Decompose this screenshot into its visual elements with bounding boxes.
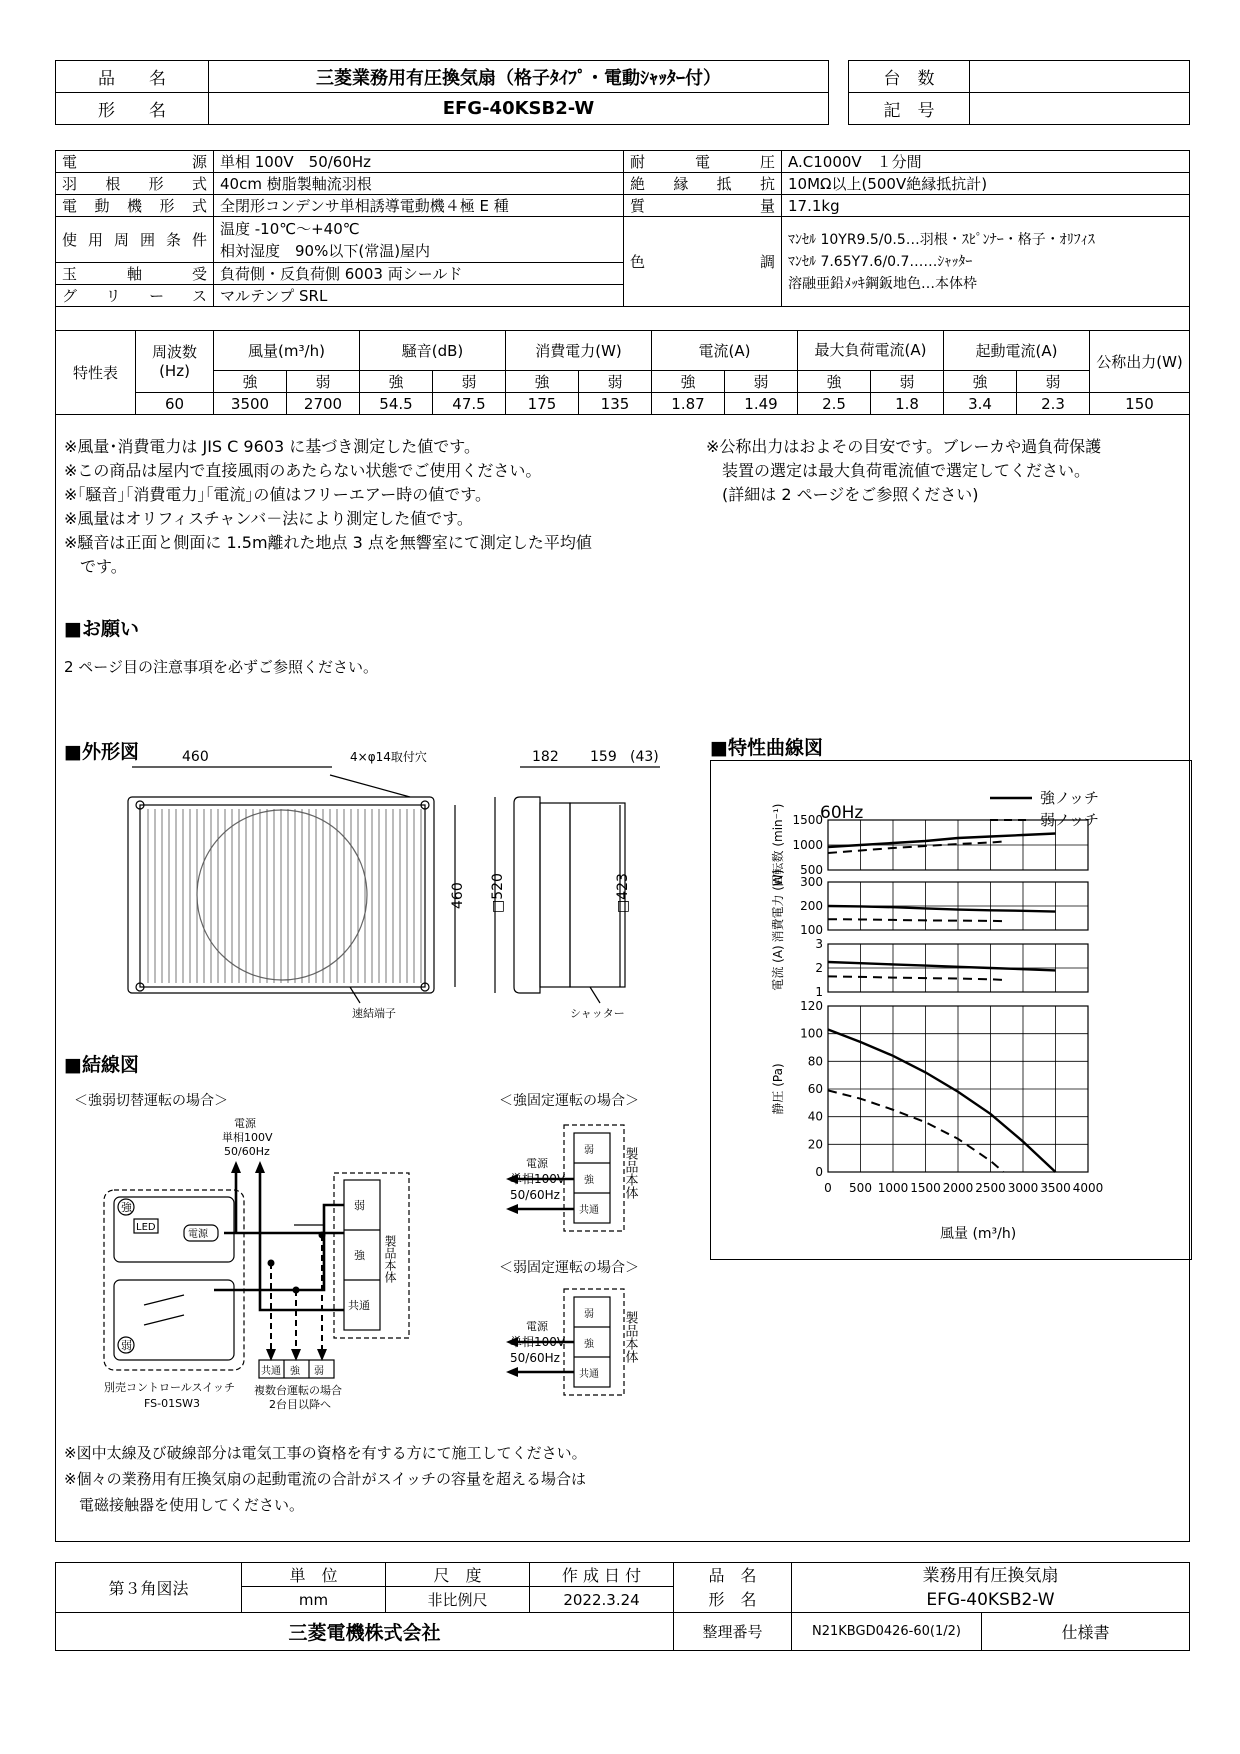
- perf-value: 54.5: [360, 393, 433, 415]
- perf-strong: 強: [652, 371, 725, 393]
- spec-motor-label: 電動機形式: [56, 195, 214, 217]
- y-tick-label: 100: [800, 923, 823, 937]
- wiring-notes: [64, 1440, 724, 1518]
- multi-note-2: 2台目以降へ: [269, 1398, 331, 1411]
- x-tick-label: 3500: [1040, 1181, 1071, 1195]
- perf-noise-header: 騒音(dB): [360, 331, 506, 371]
- perf-value: 135: [579, 393, 652, 415]
- spec-mass-value: 17.1kg: [782, 195, 1190, 217]
- note-line: (詳細は 2 ページをご参照ください): [706, 485, 979, 504]
- wiring-note-line: 電磁接触器を使用してください。: [64, 1496, 305, 1514]
- footer-model-value: EFG-40KSB2-W: [926, 1589, 1055, 1610]
- wiring-note-line: ※個々の業務用有圧換気扇の起動電流の合計がスイッチの容量を超える場合は: [64, 1470, 586, 1488]
- switch-strong-label: 強: [121, 1201, 132, 1214]
- footer-projection: 第３角図法: [56, 1563, 242, 1613]
- y-tick-label: 20: [807, 1137, 823, 1152]
- terminal-strong: 強: [354, 1249, 365, 1262]
- switch-upper: [114, 1197, 234, 1262]
- notes-left: [64, 435, 704, 579]
- spec-color-2: ﾏﾝｾﾙ 7.65Y7.6/0.7……ｼｬｯﾀｰ: [788, 253, 973, 270]
- outline-drawing: [100, 745, 660, 1025]
- perf-weak: 弱: [1017, 371, 1090, 393]
- dim-159: 159: [590, 749, 617, 765]
- weak-block-strong: 強: [584, 1339, 594, 1350]
- strong-fixed-power-1: 電源: [526, 1157, 548, 1170]
- perf-weak: 弱: [871, 371, 944, 393]
- x-tick-label: 500: [849, 1181, 872, 1195]
- characteristics-chart: [710, 760, 1190, 1258]
- switch-lower: [114, 1280, 234, 1360]
- perf-table: [55, 330, 1190, 415]
- spec-insulation-value: 10MΩ以上(500V絶縁抵抗計): [782, 173, 1190, 195]
- footer-doc-label: 整理番号: [674, 1613, 792, 1651]
- dim-43: (43): [630, 749, 659, 765]
- note-line: ※風量はオリフィスチャンバ－法により測定した値です。: [64, 509, 473, 528]
- perf-weak: 弱: [287, 371, 360, 393]
- series-weak-line: [828, 1090, 1004, 1172]
- perf-power-header: 消費電力(W): [506, 331, 652, 371]
- perf-rated-header: 公称出力(W): [1090, 331, 1190, 393]
- perf-strong: 強: [214, 371, 287, 393]
- perf-airflow-header: 風量(m³/h): [214, 331, 360, 371]
- y-tick-label: 40: [807, 1109, 823, 1124]
- spec-table: [55, 150, 1190, 307]
- y-tick-label: 80: [807, 1054, 823, 1069]
- perf-freq-header: 周波数(Hz): [136, 331, 214, 393]
- spec-grease-value: マルテンプ SRL: [214, 285, 624, 307]
- notes-right: [706, 435, 1186, 507]
- y-tick-label: 1: [815, 985, 823, 999]
- multi-strong: 強: [290, 1366, 300, 1377]
- note-line: ※この商品は屋内で直接風雨のあたらない状態でご使用ください。: [64, 461, 542, 480]
- x-tick-label: 2000: [942, 1181, 974, 1195]
- wiring-power-label: 電源: [234, 1117, 256, 1130]
- leader-line: [590, 987, 600, 1003]
- note-line: ※公称出力はおよその目安です。ブレーカや過負荷保護: [706, 437, 1102, 456]
- y-tick-label: 1000: [792, 838, 823, 852]
- spec-blade-label: 羽根形式: [56, 173, 214, 195]
- dim-182: 182: [532, 749, 559, 765]
- weak-body-label: 製品本体: [622, 1311, 638, 1363]
- perf-value: 2.3: [1017, 393, 1090, 415]
- footer-doc-value: N21KBGD0426-60(1/2): [792, 1613, 982, 1651]
- y-axis-label: 静圧 (Pa): [771, 1063, 785, 1115]
- perf-start-header: 起動電流(A): [944, 331, 1090, 371]
- perf-current-header: 電流(A): [652, 331, 798, 371]
- x-tick-label: 0: [824, 1181, 832, 1195]
- perf-weak: 弱: [579, 371, 652, 393]
- product-name-label: 品 名: [56, 61, 209, 93]
- dim-423: □423: [615, 873, 631, 913]
- note-line: 装置の選定は最大負荷電流値で選定してください。: [706, 461, 1091, 480]
- perf-value: 2700: [287, 393, 360, 415]
- spec-power-label: 電源: [56, 151, 214, 173]
- spec-withstand-value: A.C1000V １分間: [782, 151, 1190, 173]
- side-flange: [514, 797, 540, 993]
- spec-color-label: 色調: [624, 217, 782, 307]
- wiring-power-voltage: 単相100V: [222, 1131, 273, 1144]
- x-tick-label: 4000: [1072, 1181, 1104, 1195]
- perf-value: 1.8: [871, 393, 944, 415]
- footer-unit-value: mm: [242, 1587, 386, 1613]
- perf-strong: 強: [944, 371, 1017, 393]
- wiring-diagram: [64, 1085, 704, 1435]
- spec-bearing-value: 負荷側・反負荷側 6003 両シールド: [214, 263, 624, 285]
- perf-weak: 弱: [725, 371, 798, 393]
- spec-withstand-label: 耐電圧: [624, 151, 782, 173]
- spec-grease-label: グリース: [56, 285, 214, 307]
- shutter-label: シャッター: [570, 1007, 625, 1020]
- series-strong-line: [828, 906, 1056, 912]
- spec-env-label: 使用周囲条件: [56, 217, 214, 263]
- series-weak-line: [828, 919, 1004, 921]
- perf-value: 47.5: [433, 393, 506, 415]
- request-title: ■お願い: [64, 618, 139, 640]
- perf-value: 2.5: [798, 393, 871, 415]
- model-label: 形 名: [56, 93, 209, 125]
- y-axis-label: 回転数 (min⁻¹): [771, 803, 785, 887]
- mark-value: [970, 93, 1190, 125]
- strong-fixed-power-2: 単相100V: [510, 1172, 566, 1186]
- note-line: ※｢騒音｣｢消費電力｣｢電流｣の値はフリーエアー時の値です。: [64, 485, 492, 504]
- perf-strong: 強: [506, 371, 579, 393]
- weak-block-common: 共通: [579, 1369, 599, 1380]
- footer-name-label: 品 名: [708, 1565, 757, 1585]
- header-right-table: [848, 60, 1190, 125]
- multi-unit-wires: [271, 1235, 322, 1357]
- perf-row-label: 特性表: [56, 331, 136, 415]
- perf-value: 3500: [214, 393, 287, 415]
- footer-name-value: 業務用有圧換気扇: [922, 1565, 1059, 1586]
- footer-table: [55, 1562, 1190, 1651]
- series-weak-line: [828, 976, 1004, 980]
- series-strong-line: [828, 1030, 1056, 1172]
- terminal-weak: 弱: [354, 1199, 365, 1212]
- terminal-common: 共通: [348, 1299, 370, 1312]
- note-line: ※風量･消費電力は JIS C 9603 に基づき測定した値です。: [64, 437, 480, 456]
- spec-blade-value: 40cm 樹脂製軸流羽根: [214, 173, 624, 195]
- side-body: [540, 803, 570, 987]
- y-axis-label: 電流 (A): [771, 945, 785, 991]
- multi-note-1: 複数台運転の場合: [254, 1384, 342, 1397]
- y-tick-label: 0: [815, 1165, 823, 1179]
- led-label: LED: [136, 1222, 156, 1233]
- qty-label: 台 数: [849, 61, 970, 93]
- y-tick-label: 500: [800, 863, 823, 877]
- leader-line: [330, 775, 410, 797]
- wiring-note-line: ※図中太線及び破線部分は電気工事の資格を有する方にて施工してください。: [64, 1444, 587, 1462]
- strong-body-label: 製品本体: [622, 1147, 638, 1199]
- chart-freq-label: 60Hz: [820, 803, 864, 823]
- dim-520: □520: [490, 873, 506, 913]
- footer-date-label: 作 成 日 付: [530, 1563, 674, 1587]
- weak-block-weak: 弱: [584, 1309, 594, 1320]
- footer-doc-type: 仕様書: [982, 1613, 1190, 1651]
- product-body-label: 製品本体: [383, 1235, 397, 1283]
- perf-weak: 弱: [433, 371, 506, 393]
- footer-scale-value: 非比例尺: [386, 1587, 530, 1613]
- request-text: 2 ページ目の注意事項を必ずご参照ください。: [64, 658, 379, 676]
- multi-common: 共通: [261, 1366, 281, 1377]
- legend-strong: 強ノッチ: [1040, 789, 1099, 807]
- weak-fixed-power-2: 単相100V: [510, 1335, 566, 1349]
- perf-value: 1.49: [725, 393, 798, 415]
- strong-fixed-power-3: 50/60Hz: [510, 1188, 560, 1202]
- perf-value: 60: [136, 393, 214, 415]
- header-left-table: [55, 60, 829, 125]
- perf-value: 150: [1090, 393, 1190, 415]
- y-tick-label: 2: [815, 961, 823, 975]
- y-tick-label: 120: [800, 999, 823, 1013]
- weak-fixed-power-1: 電源: [526, 1320, 548, 1333]
- spec-env-humidity: 相対湿度 90%以下(常温)屋内: [220, 241, 431, 260]
- note-line: ※騒音は正面と側面に 1.5m離れた地点 3 点を無響室にて測定した平均値: [64, 533, 592, 552]
- wiring-case-2: ＜強固定運転の場合＞: [499, 1093, 639, 1109]
- wiring-case-3: ＜弱固定運転の場合＞: [499, 1260, 639, 1276]
- strong-block-strong: 強: [584, 1175, 594, 1186]
- x-tick-label: 1500: [910, 1181, 941, 1195]
- product-name-value: 三菱業務用有圧換気扇（格子ﾀｲﾌﾟ・電動ｼｬｯﾀｰ付）: [209, 61, 829, 93]
- multi-weak: 弱: [314, 1366, 324, 1377]
- footer-scale-label: 尺 度: [386, 1563, 530, 1587]
- leader-line: [350, 987, 360, 1003]
- footer-company: 三菱電機株式会社: [56, 1613, 674, 1651]
- qty-value: [970, 61, 1190, 93]
- perf-strong: 強: [360, 371, 433, 393]
- switch-name: 別売コントロールスイッチ: [104, 1381, 236, 1394]
- spec-bearing-label: 玉軸受: [56, 263, 214, 285]
- y-tick-label: 60: [807, 1082, 823, 1096]
- chart-title: ■特性曲線図: [710, 737, 823, 759]
- wiring-case-1: ＜強弱切替運転の場合＞: [74, 1093, 228, 1109]
- dim-460-v: 460: [450, 882, 466, 909]
- spec-mass-label: 質量: [624, 195, 782, 217]
- spec-insulation-label: 絶縁抵抗: [624, 173, 782, 195]
- perf-maxload-header: 最大負荷電流(A): [798, 331, 944, 371]
- y-tick-label: 300: [800, 875, 823, 889]
- y-tick-label: 1500: [792, 813, 823, 827]
- spec-color-1: ﾏﾝｾﾙ 10YR9.5/0.5…羽根・ｽﾋﾟﾝﾅｰ・格子・ｵﾘﾌｨｽ: [788, 231, 1095, 248]
- dim-holes: 4×φ14取付穴: [350, 750, 427, 764]
- wiring-power-freq: 50/60Hz: [224, 1145, 270, 1158]
- x-tick-label: 2500: [975, 1181, 1006, 1195]
- note-line: です。: [64, 557, 127, 576]
- x-tick-label: 1000: [877, 1181, 909, 1195]
- switch-power-label: 電源: [188, 1229, 208, 1240]
- switch-model: FS-01SW3: [144, 1397, 200, 1410]
- footer-unit-label: 単 位: [242, 1563, 386, 1587]
- x-axis-label: 風量 (m³/h): [940, 1226, 1017, 1242]
- weak-fixed-power-3: 50/60Hz: [510, 1351, 560, 1365]
- spec-env-temp: 温度 -10℃～+40℃: [220, 219, 360, 238]
- outline-title: ■外形図: [64, 741, 139, 763]
- perf-value: 1.87: [652, 393, 725, 415]
- legend-weak: 弱ノッチ: [1040, 811, 1099, 829]
- series-weak-line: [828, 842, 1004, 854]
- spec-motor-value: 全閉形コンデンサ単相誘導電動機４極 E 種: [214, 195, 624, 217]
- wiring-title: ■結線図: [64, 1054, 139, 1076]
- perf-value: 3.4: [944, 393, 1017, 415]
- y-tick-label: 100: [800, 1026, 823, 1041]
- x-tick-label: 3000: [1007, 1181, 1039, 1195]
- fan-circle: [197, 810, 367, 980]
- y-tick-label: 200: [800, 899, 823, 913]
- perf-value: 175: [506, 393, 579, 415]
- spec-color-3: 溶融亜鉛ﾒｯｷ鋼鈑地色…本体枠: [788, 275, 977, 292]
- y-axis-label: 消費電力 (W): [771, 869, 785, 943]
- spec-power-value: 単相 100V 50/60Hz: [214, 151, 624, 173]
- terminal-label: 速結端子: [352, 1007, 396, 1020]
- y-tick-label: 3: [815, 937, 823, 951]
- strong-block-weak: 弱: [584, 1145, 594, 1156]
- mark-label: 記 号: [849, 93, 970, 125]
- switch-lever: [144, 1295, 184, 1325]
- product-outline: [334, 1173, 409, 1338]
- dim-460-top: 460: [182, 749, 209, 765]
- footer-model-label: 形 名: [708, 1589, 757, 1609]
- perf-strong: 強: [798, 371, 871, 393]
- series-strong-line: [828, 962, 1056, 970]
- switch-weak-label: 弱: [121, 1339, 132, 1352]
- model-value: EFG-40KSB2-W: [209, 93, 829, 125]
- footer-date-value: 2022.3.24: [530, 1587, 674, 1613]
- strong-block-common: 共通: [579, 1205, 599, 1216]
